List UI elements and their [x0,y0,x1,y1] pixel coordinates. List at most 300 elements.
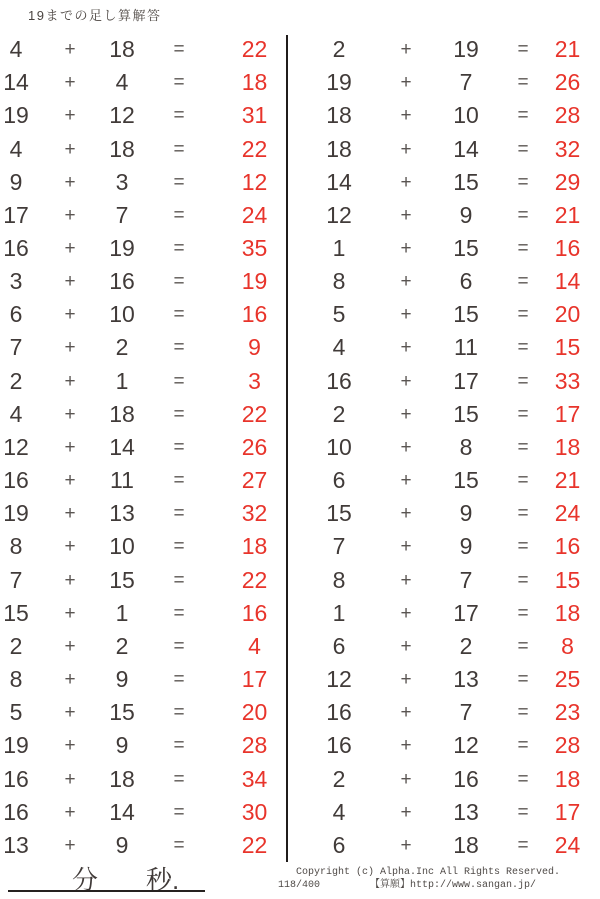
problem-row [0,497,287,530]
equals-operator: = [173,735,185,757]
plus-operator: + [64,536,76,558]
operand-b: 15 [109,699,135,726]
answer: 17 [241,666,268,693]
problem-row [0,696,287,729]
plus-operator: + [64,238,76,260]
operand-b: 14 [453,135,479,162]
equals-operator: = [173,72,185,94]
plus-operator: + [400,801,412,823]
operand-b: 15 [453,168,479,195]
plus-operator: + [64,436,76,458]
answer: 33 [554,367,581,394]
page-title: 19までの足し算解答 [28,8,162,23]
plus-operator: + [64,470,76,492]
equals-operator: = [173,403,185,425]
operand-b: 2 [459,632,473,659]
problem-row [0,729,287,762]
equals-operator: = [517,271,529,293]
operand-b: 8 [459,433,473,460]
answer: 28 [554,732,581,759]
equals-operator: = [517,337,529,359]
plus-operator: + [64,602,76,624]
plus-operator: + [64,204,76,226]
plus-operator: + [400,569,412,591]
equals-operator: = [517,602,529,624]
operand-b: 11 [454,334,478,361]
problem-row [287,265,600,298]
problem-row [0,762,287,795]
operand-b: 1 [115,599,129,626]
plus-operator: + [400,834,412,856]
problem-row [287,497,600,530]
operand-b: 2 [115,334,129,361]
equals-operator: = [517,138,529,160]
plus-operator: + [64,403,76,425]
equals-operator: = [517,171,529,193]
answer: 27 [241,467,268,494]
equals-operator: = [173,503,185,525]
problem-row [287,166,600,199]
minutes-label: 分 [72,865,99,895]
answer: 28 [241,732,268,759]
answer: 19 [241,268,268,295]
equals-operator: = [517,39,529,61]
answer: 22 [241,831,268,858]
answer: 18 [554,765,581,792]
operand-b: 15 [453,301,479,328]
operand-a: 2 [332,765,346,792]
operand-b: 18 [109,400,135,427]
answer: 24 [554,831,581,858]
problem-row [287,630,600,663]
problem-row [287,199,600,232]
operand-b: 9 [115,831,129,858]
equals-operator: = [517,735,529,757]
equals-operator: = [173,801,185,823]
plus-operator: + [64,569,76,591]
plus-operator: + [400,470,412,492]
problem-row [287,530,600,563]
equals-operator: = [517,669,529,691]
operand-b: 15 [453,467,479,494]
plus-operator: + [64,635,76,657]
equals-operator: = [517,702,529,724]
answer: 9 [248,334,261,361]
plus-operator: + [64,801,76,823]
operand-b: 7 [459,566,473,593]
problem-row [287,796,600,829]
operand-a: 1 [332,235,346,262]
answer: 26 [554,69,581,96]
problem-row [0,597,287,630]
problem-row [0,630,287,663]
equals-operator: = [173,171,185,193]
answer: 16 [241,301,268,328]
answer: 16 [554,533,581,560]
plus-operator: + [400,536,412,558]
operand-a: 19 [326,69,352,96]
operand-a: 19 [3,102,29,129]
answer: 21 [554,36,581,63]
plus-operator: + [64,105,76,127]
equals-operator: = [173,105,185,127]
equals-operator: = [517,635,529,657]
operand-a: 7 [9,566,23,593]
problem-row [287,365,600,398]
answer: 18 [554,433,581,460]
operand-b: 9 [115,732,129,759]
plus-operator: + [400,436,412,458]
operand-a: 10 [326,433,352,460]
problem-row [0,66,287,99]
answer: 17 [554,798,581,825]
plus-operator: + [400,204,412,226]
operand-b: 7 [115,201,129,228]
problem-row [0,796,287,829]
equals-operator: = [517,238,529,260]
answer: 23 [554,699,581,726]
operand-b: 11 [110,467,134,494]
equals-operator: = [517,72,529,94]
operand-a: 8 [9,666,23,693]
problem-row [0,99,287,132]
equals-operator: = [173,569,185,591]
operand-a: 5 [332,301,346,328]
plus-operator: + [400,503,412,525]
equals-operator: = [173,702,185,724]
plus-operator: + [64,304,76,326]
operand-a: 3 [9,268,23,295]
equals-operator: = [173,370,185,392]
problem-row [287,132,600,165]
operand-a: 15 [326,500,352,527]
equals-operator: = [173,304,185,326]
answer: 22 [241,566,268,593]
operand-a: 16 [3,798,29,825]
problem-row [287,564,600,597]
answer: 14 [554,268,581,295]
equals-operator: = [517,105,529,127]
equals-operator: = [173,138,185,160]
operand-a: 2 [332,400,346,427]
equals-operator: = [173,602,185,624]
answer: 16 [241,599,268,626]
plus-operator: + [400,304,412,326]
equals-operator: = [173,470,185,492]
operand-a: 6 [332,831,346,858]
plus-operator: + [64,768,76,790]
operand-a: 16 [3,765,29,792]
operand-b: 15 [109,566,135,593]
operand-a: 13 [3,831,29,858]
operand-b: 17 [453,599,479,626]
operand-a: 19 [3,732,29,759]
answer: 32 [241,500,268,527]
plus-operator: + [64,171,76,193]
plus-operator: + [400,39,412,61]
plus-operator: + [64,503,76,525]
problem-row [0,331,287,364]
operand-a: 18 [326,135,352,162]
problem-row [0,265,287,298]
equals-operator: = [517,569,529,591]
operand-b: 2 [115,632,129,659]
plus-operator: + [400,72,412,94]
plus-operator: + [400,171,412,193]
answer: 20 [241,699,268,726]
problem-row [0,663,287,696]
problem-row [0,199,287,232]
problem-row [0,398,287,431]
operand-b: 14 [109,433,135,460]
answer: 12 [241,168,268,195]
problem-row [0,431,287,464]
equals-operator: = [517,436,529,458]
operand-a: 6 [9,301,23,328]
plus-operator: + [64,370,76,392]
plus-operator: + [400,702,412,724]
problems-column-right [287,33,600,862]
operand-b: 10 [109,301,135,328]
answer: 31 [241,102,268,129]
problem-row [287,331,600,364]
plus-operator: + [64,669,76,691]
answer: 8 [561,632,574,659]
answer: 15 [554,334,581,361]
problem-row [0,232,287,265]
operand-a: 19 [3,500,29,527]
operand-a: 5 [9,699,23,726]
operand-b: 4 [115,69,129,96]
problem-row [287,829,600,862]
equals-operator: = [173,669,185,691]
operand-a: 8 [332,268,346,295]
problem-row [287,663,600,696]
operand-b: 1 [115,367,129,394]
equals-operator: = [173,536,185,558]
operand-a: 7 [9,334,23,361]
equals-operator: = [517,204,529,226]
operand-a: 15 [3,599,29,626]
equals-operator: = [517,801,529,823]
plus-operator: + [400,105,412,127]
operand-b: 18 [109,36,135,63]
plus-operator: + [400,370,412,392]
answer: 4 [248,632,261,659]
operand-a: 2 [332,36,346,63]
problem-row [287,729,600,762]
answer: 32 [554,135,581,162]
answer: 25 [554,666,581,693]
operand-a: 1 [332,599,346,626]
operand-b: 9 [115,666,129,693]
operand-a: 4 [332,334,346,361]
equals-operator: = [517,834,529,856]
problem-row [287,33,600,66]
equals-operator: = [517,403,529,425]
equals-operator: = [173,271,185,293]
operand-b: 19 [453,36,479,63]
plus-operator: + [64,138,76,160]
operand-a: 2 [9,367,23,394]
problem-row [287,464,600,497]
answer: 22 [241,400,268,427]
problem-row [0,365,287,398]
problems-column-left [0,33,287,862]
equals-operator: = [173,768,185,790]
seconds-label: 秒. [146,865,180,895]
operand-a: 4 [9,36,23,63]
answer: 18 [554,599,581,626]
equals-operator: = [173,834,185,856]
operand-b: 15 [453,235,479,262]
copyright-text: Copyright (c) Alpha.Inc All Rights Reserved. [296,867,561,878]
problem-row [0,166,287,199]
operand-a: 4 [9,400,23,427]
problem-row [0,33,287,66]
answer: 24 [241,201,268,228]
answer: 28 [554,102,581,129]
equals-operator: = [173,204,185,226]
operand-b: 15 [453,400,479,427]
plus-operator: + [400,669,412,691]
operand-b: 9 [459,201,473,228]
operand-b: 17 [453,367,479,394]
problem-row [0,829,287,862]
answer: 22 [241,36,268,63]
operand-a: 16 [326,367,352,394]
plus-operator: + [400,337,412,359]
page-number: 118/400 [278,879,321,891]
equals-operator: = [517,768,529,790]
answer: 30 [241,798,268,825]
operand-b: 19 [109,235,135,262]
answer: 35 [241,235,268,262]
operand-a: 2 [9,632,23,659]
equals-operator: = [517,304,529,326]
operand-b: 3 [115,168,129,195]
plus-operator: + [64,337,76,359]
answer: 3 [248,367,261,394]
plus-operator: + [64,72,76,94]
operand-a: 9 [9,168,23,195]
operand-a: 18 [326,102,352,129]
operand-a: 14 [326,168,352,195]
answer: 24 [554,500,581,527]
operand-b: 7 [459,699,473,726]
operand-b: 7 [459,69,473,96]
equals-operator: = [517,470,529,492]
plus-operator: + [400,138,412,160]
answer: 15 [554,566,581,593]
operand-b: 10 [109,533,135,560]
operand-a: 4 [332,798,346,825]
problem-row [0,530,287,563]
operand-b: 6 [459,268,473,295]
operand-b: 9 [459,500,473,527]
operand-b: 12 [109,102,135,129]
equals-operator: = [173,337,185,359]
problem-row [287,597,600,630]
problem-row [0,298,287,331]
problem-row [0,132,287,165]
answer: 16 [554,235,581,262]
plus-operator: + [400,602,412,624]
equals-operator: = [173,635,185,657]
operand-a: 16 [326,699,352,726]
problem-row [0,564,287,597]
problem-row [287,99,600,132]
problem-row [0,464,287,497]
problem-row [287,398,600,431]
answer: 29 [554,168,581,195]
operand-a: 6 [332,632,346,659]
operand-b: 18 [109,135,135,162]
answer: 34 [241,765,268,792]
plus-operator: + [64,39,76,61]
operand-a: 7 [332,533,346,560]
time-underline [8,890,205,892]
operand-a: 4 [9,135,23,162]
operand-a: 16 [3,235,29,262]
operand-b: 9 [459,533,473,560]
operand-b: 10 [453,102,479,129]
operand-a: 12 [326,666,352,693]
plus-operator: + [400,735,412,757]
operand-a: 8 [9,533,23,560]
problem-row [287,232,600,265]
operand-a: 12 [3,433,29,460]
equals-operator: = [173,238,185,260]
equals-operator: = [173,436,185,458]
footer-copyright [278,867,593,892]
answer: 20 [554,301,581,328]
plus-operator: + [64,834,76,856]
answer: 17 [554,400,581,427]
operand-b: 18 [109,765,135,792]
operand-a: 17 [3,201,29,228]
equals-operator: = [517,536,529,558]
plus-operator: + [400,635,412,657]
problem-row [287,762,600,795]
operand-b: 13 [453,798,479,825]
plus-operator: + [64,702,76,724]
operand-a: 8 [332,566,346,593]
operand-b: 12 [453,732,479,759]
problem-row [287,66,600,99]
plus-operator: + [64,735,76,757]
plus-operator: + [400,238,412,260]
plus-operator: + [64,271,76,293]
problem-row [287,431,600,464]
operand-a: 14 [3,69,29,96]
equals-operator: = [517,370,529,392]
plus-operator: + [400,403,412,425]
operand-b: 16 [109,268,135,295]
problem-row [287,298,600,331]
operand-a: 16 [3,467,29,494]
operand-a: 12 [326,201,352,228]
answer: 21 [554,201,581,228]
answer: 26 [241,433,268,460]
operand-a: 6 [332,467,346,494]
operand-b: 13 [453,666,479,693]
answer: 22 [241,135,268,162]
operand-b: 16 [453,765,479,792]
answer: 18 [241,69,268,96]
operand-b: 18 [453,831,479,858]
plus-operator: + [400,768,412,790]
